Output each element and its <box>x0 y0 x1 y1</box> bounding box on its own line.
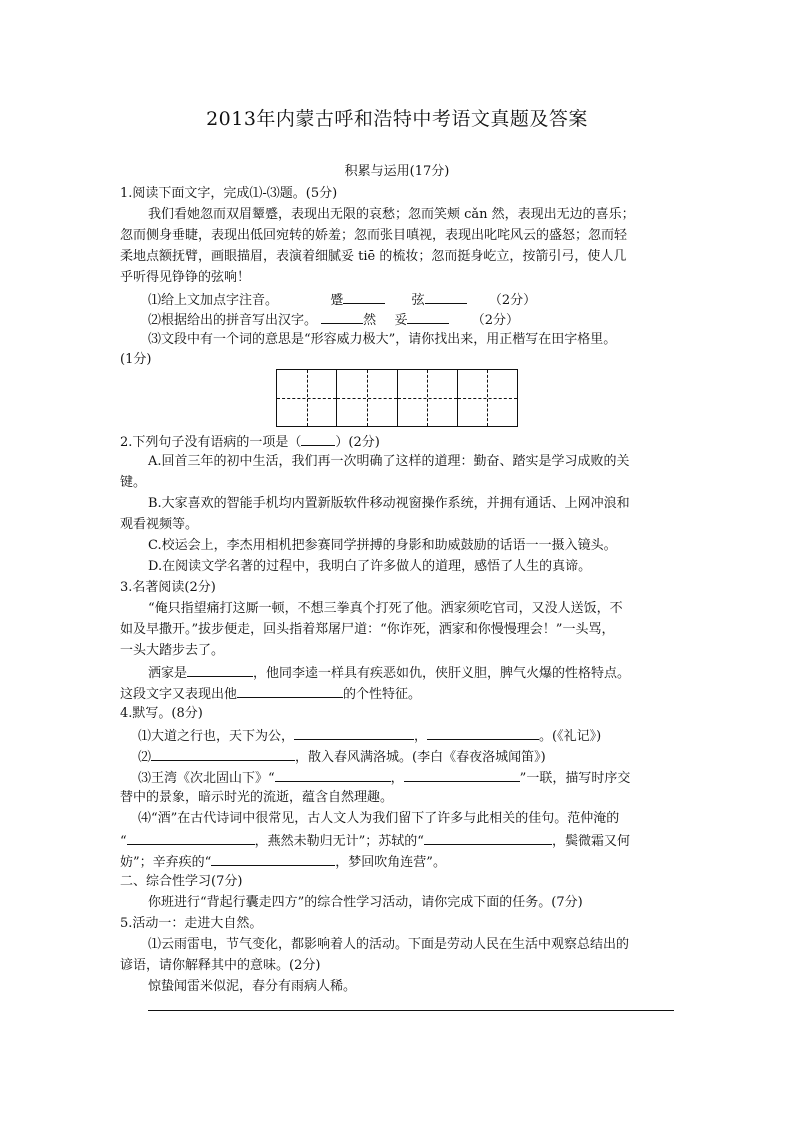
target-char: 妥 <box>394 313 408 328</box>
fill-line <box>148 662 630 684</box>
target-char: 然 <box>363 313 377 328</box>
answer-blank[interactable] <box>187 662 253 677</box>
dictation-4-cont <box>120 830 630 852</box>
fill-text: ， <box>390 771 404 786</box>
fill-text: ”一联，描写时序交 <box>519 771 631 786</box>
question-5: 5.活动一：走进大自然。 <box>120 916 263 931</box>
subquestion-3: ⑶文段中有一个词的意思是“形容威力极大”，请你找出来，用正楷写在田字格里。 <box>148 332 617 347</box>
score-label: ）(2分) <box>335 435 380 450</box>
answer-blank[interactable] <box>275 767 391 782</box>
subquestion-text: ⑴给上文加点字注音。 <box>148 293 279 308</box>
answer-blank[interactable] <box>127 830 255 845</box>
dictation-4: ⑷“酒”在古代诗词中很常见，古人文人为我们留下了许多与此相关的佳句。范仲淹的 <box>138 811 620 826</box>
option-b: B.大家喜欢的智能手机均内置新版软件移动视窗操作系统，并拥有通话、上网冲浪和 <box>148 496 630 511</box>
fill-text: “ <box>120 834 127 849</box>
target-char: 蹙 <box>330 293 344 308</box>
question-2 <box>120 431 380 453</box>
dictation-1 <box>138 725 601 747</box>
fill-text: ⑴大道之行也，天下为公， <box>138 729 295 744</box>
answer-line[interactable] <box>148 1010 674 1011</box>
subquestion-text: ⑴云雨雷电，节气变化，都影响着人的活动。下面是劳动人民在生活中观察总结出的 <box>148 937 630 952</box>
question-1: 1.阅读下面文字，完成⑴-⑶题。(5分) <box>120 186 338 201</box>
option-a-cont: 键。 <box>120 475 147 490</box>
proverb: 惊蛰闻雷米似泥，春分有雨病人稀。 <box>148 979 357 994</box>
section-2-heading: 二、综合性学习(7分) <box>120 874 243 889</box>
subquestion-text: ⑵根据给出的拼音写出汉字。 <box>148 313 318 328</box>
grid-cell[interactable] <box>458 370 517 426</box>
answer-blank[interactable] <box>404 767 520 782</box>
passage-line: “俺只指望痛打这厮一顿，不想三拳真个打死了他。洒家须吃官司，又没人送饭，不 <box>148 601 623 616</box>
option-a: A.回首三年的初中生活，我们再一次明确了这样的道理：勤奋、踏实是学习成败的关 <box>148 454 630 469</box>
fill-text: 的个性特征。 <box>343 687 422 702</box>
answer-blank[interactable] <box>211 851 335 866</box>
answer-blank[interactable] <box>301 431 335 446</box>
fill-text: 妨”；辛弃疾的“ <box>120 855 212 870</box>
fill-text: ， <box>414 729 428 744</box>
score-label: （2分） <box>488 293 537 308</box>
score-label: (1分) <box>120 352 152 367</box>
score-label: （2分） <box>471 313 520 328</box>
answer-blank[interactable] <box>321 309 363 324</box>
section-heading: 积累与运用(17分) <box>344 164 450 179</box>
option-d: D.在阅读文学名著的过程中，我明白了许多做人的道理，感悟了人生的真谛。 <box>148 559 592 574</box>
fill-text: 洒家是 <box>148 666 188 681</box>
target-char: 弦 <box>411 293 425 308</box>
option-b-cont: 观看视频等。 <box>120 517 199 532</box>
passage-line: 我们看她忽而双眉颦蹙，表现出无限的哀愁；忽而笑颊 cǎn 然，表现出无边的喜乐； <box>148 207 635 222</box>
option-c: C.校运会上，李杰用相机把参赛同学拼搏的身影和助威鼓励的话语一一摄入镜头。 <box>148 538 617 553</box>
passage-line: 柔地点额抚臂，画眼描眉，表演着细腻妥 tiē 的梳妆；忽而挺身屹立，按箭引弓，使人几 <box>120 249 627 264</box>
dictation-3-cont: 替中的景象，暗示时光的流逝，蕴含自然理趣。 <box>120 790 394 805</box>
fill-text: 。(《礼记》) <box>539 729 602 744</box>
section-2-intro: 你班进行“背起行囊走四方”的综合性学习活动，请你完成下面的任务。(7分) <box>148 895 583 910</box>
subquestion-2 <box>148 309 519 331</box>
grid-cell[interactable] <box>337 370 397 426</box>
question-text: 2.下列句子没有语病的一项是（ <box>120 435 302 450</box>
dictation-2 <box>138 746 546 768</box>
fill-text: 这段文字又表现出他 <box>120 687 238 702</box>
passage-line: 一头大踏步去了。 <box>120 643 225 658</box>
fill-text: ，梦回吹角连营”。 <box>335 855 446 870</box>
grid-cell[interactable] <box>277 370 337 426</box>
fill-text: ，他同李逵一样具有疾恶如仇，侠肝义胆，脾气火爆的性格特点。 <box>253 666 631 681</box>
subquestion-1 <box>148 289 536 311</box>
answer-blank[interactable] <box>294 725 414 740</box>
passage-line: 忽而侧身垂睫，表现出低回宛转的娇羞；忽而张目嗔视，表现出叱咤风云的盛怒；忽而轻 <box>120 228 628 243</box>
fill-text: ，鬓微霜又何 <box>551 834 630 849</box>
answer-blank[interactable] <box>425 289 467 304</box>
answer-blank[interactable] <box>343 289 385 304</box>
passage-line: 如及早撒开。”拔步便走，回头指着郑屠尸道：“你诈死，洒家和你慢慢理会！”一头骂， <box>120 622 615 637</box>
fill-line <box>120 683 421 705</box>
grid-cell[interactable] <box>398 370 458 426</box>
answer-blank[interactable] <box>427 725 539 740</box>
answer-blank[interactable] <box>237 683 343 698</box>
answer-blank[interactable] <box>424 830 552 845</box>
subquestion-text: 谚语，请你解释其中的意味。(2分) <box>120 958 321 973</box>
page-title: 2013年内蒙古呼和浩特中考语文真题及答案 <box>206 108 588 130</box>
passage-line: 乎听得见铮铮的弦响！ <box>120 270 251 285</box>
answer-blank[interactable] <box>151 746 295 761</box>
dictation-4-cont <box>120 851 446 873</box>
question-4: 4.默写。(8分) <box>120 706 203 721</box>
fill-text: ⑵ <box>138 750 152 765</box>
dictation-3 <box>138 767 630 789</box>
answer-blank[interactable] <box>407 309 449 324</box>
fill-text: ，散入春风满洛城。(李白《春夜洛城闻笛》) <box>295 750 546 765</box>
fill-text: ⑶王湾《次北固山下》“ <box>138 771 275 786</box>
writing-grid[interactable] <box>276 369 518 427</box>
question-3: 3.名著阅读(2分) <box>120 580 216 595</box>
fill-text: ，燕然未勒归无计”；苏轼的“ <box>254 834 424 849</box>
